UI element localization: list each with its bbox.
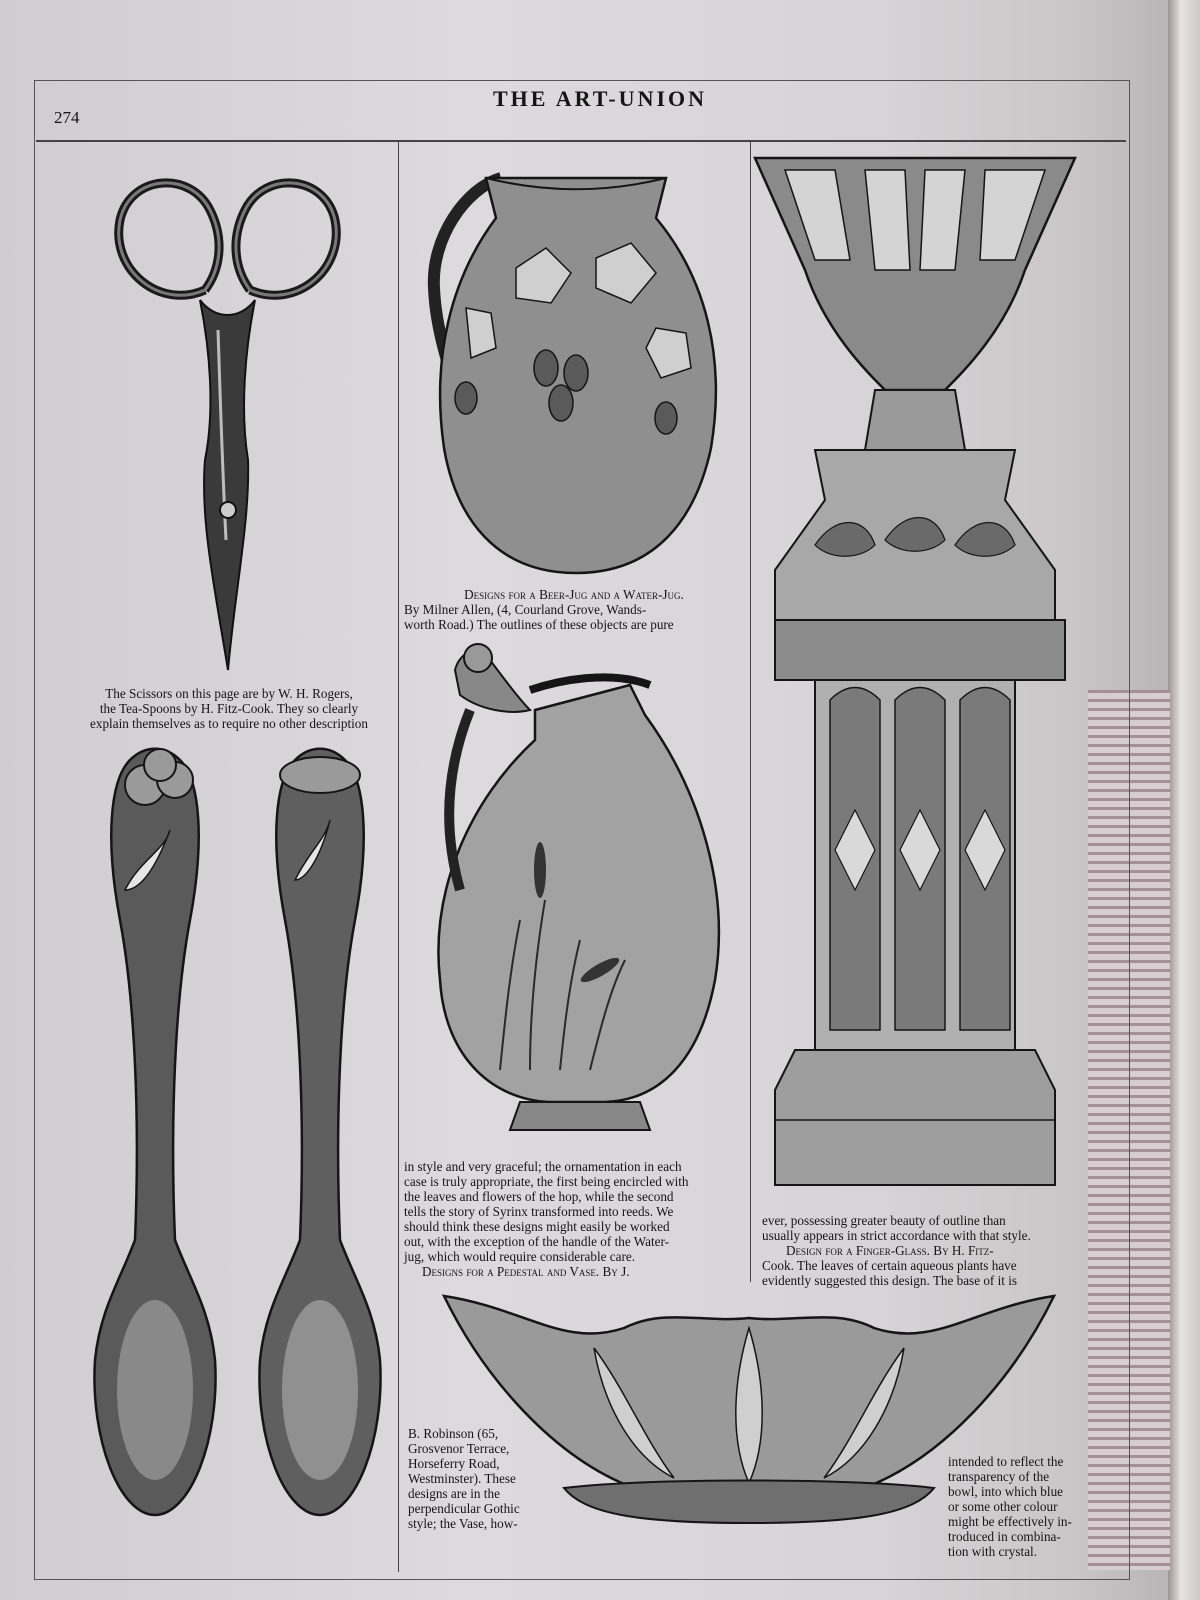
water-jug-illustration [420, 640, 740, 1150]
page-edge [1168, 0, 1200, 1600]
scissors-illustration [100, 160, 360, 680]
jugs-caption: Designs for a Beer-Jug and a Water-Jug. By Milner Allen, (4, Courland Grove, Wands- worth Road.) The outlines of these objects are pure [404, 587, 684, 632]
gothic-vase-pedestal-illustration [755, 150, 1075, 1190]
vase-caption: ever, possessing greater beauty of outline than usually appears in strict accordance with that style. Design for a Finger-Glass. By H. Fitz- Cook. The leaves of certain aqueous plants have evidently suggested this design. The base of it is [762, 1213, 1031, 1288]
pedestal-caption-continued: B. Robinson (65, Grosvenor Terrace, Horseferry Road, Westminster). These designs are in the perpendicular Gothic style; the Vase, how- [408, 1426, 520, 1531]
beer-jug-illustration [426, 158, 726, 578]
header-rule [36, 140, 1126, 142]
jugs-caption-continued: in style and very graceful; the ornamentation in each case is truly appropriate, the first being encircled with the leaves and flowers of the hop, while the second tells the story of Syrinx transformed into reeds. We should think these designs might easily be worked out, with the exception of the handle of the Water- jug, which would require considerable care. Designs for a Pedestal and Vase. By J. [404, 1159, 689, 1279]
finger-glass-caption-continued: intended to reflect the transparency of the bowl, into which blue or some other colour might be effectively in- troduced in combina- tion with crystal. [948, 1454, 1072, 1559]
page-number: 274 [54, 108, 80, 127]
tea-spoons-illustration [80, 740, 400, 1530]
scissors-spoons-caption: The Scissors on this page are by W. H. Rogers, the Tea-Spoons by H. Fitz-Cook. They so clearly explain themselves as to require no other description [90, 686, 368, 731]
running-head: THE ART-UNION [492, 86, 708, 111]
column-rule-right [750, 142, 751, 1282]
